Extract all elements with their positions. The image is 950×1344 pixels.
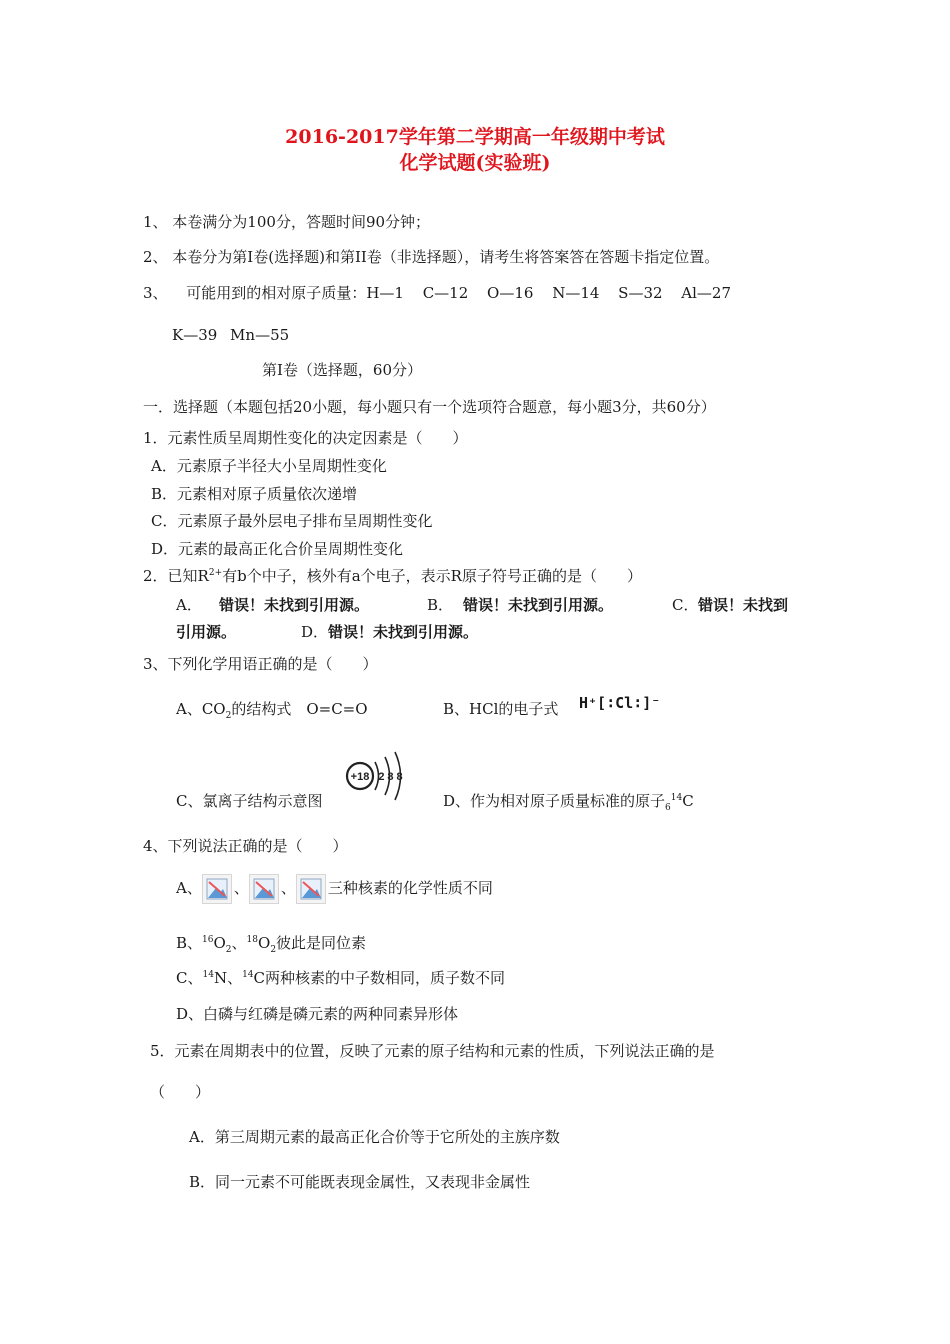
- q4-b-sep: 、: [231, 934, 247, 952]
- q3-option-c: C、氯离子结构示意图: [176, 792, 323, 810]
- note-3-cont: K—39 Mn—55: [172, 326, 290, 344]
- q3-d-post: C: [682, 792, 694, 810]
- q4-a-label: A、: [176, 879, 202, 897]
- q4-b-label: B、: [176, 934, 203, 952]
- q4-stem: 4、下列说法正确的是（ ）: [143, 837, 348, 855]
- q3-a-pre: A、CO: [176, 700, 226, 718]
- q3-option-d: [443, 792, 694, 814]
- q2-stem-pre: 2．已知R: [143, 567, 209, 585]
- q3-d-sub: 6: [665, 803, 671, 813]
- part-1-heading: 第Ⅰ卷（选择题，60分）: [262, 361, 423, 379]
- q2-option-b-label: B．: [427, 596, 454, 614]
- q4-b-sub1: 2: [225, 945, 232, 955]
- note-3: 3、 可能用到的相对原子质量：H—1 C—12 O—16 N—14 S—32 Al—27: [143, 284, 732, 302]
- q3-option-a: [176, 700, 368, 722]
- q1-option-d: D．元素的最高正化合价呈周期性变化: [151, 540, 404, 558]
- q2-option-d-label: D．: [301, 623, 329, 641]
- q4-c-label: C、: [176, 969, 203, 987]
- q2-option-c-error: 错误！未找到: [698, 596, 789, 614]
- q1-option-b: B．元素相对原子质量依次递增: [151, 485, 358, 503]
- q4-option-b: [176, 934, 366, 956]
- q4-b-o2: O: [258, 934, 271, 952]
- q2-stem: [143, 567, 642, 585]
- q4-b-sub2: 2: [270, 945, 277, 955]
- q3-option-b: B、HCl的电子式: [443, 700, 559, 718]
- q4-c-post: C两种核素的中子数相同，质子数不同: [253, 969, 506, 987]
- q2-charge: 2+: [208, 568, 223, 578]
- exam-title: 2016-2017学年第二学期高一年级期中考试: [285, 126, 665, 148]
- broken-image-icon: [202, 874, 232, 904]
- shell-electrons: 288: [378, 771, 406, 783]
- q4-b-sup2: 18: [246, 935, 258, 945]
- broken-image-icon: [296, 874, 326, 904]
- q2-option-a-error: 错误！未找到引用源。: [219, 596, 370, 614]
- q4-option-a: [176, 871, 493, 905]
- q5-paren: （ ）: [150, 1083, 211, 1101]
- q3-a-post: 的结构式 O=C=O: [231, 700, 368, 718]
- q4-option-c: [176, 969, 505, 987]
- q5-option-a: A．第三周期元素的最高正化合价等于它所处的主族序数: [189, 1128, 560, 1146]
- q4-option-d: D、白磷与红磷是磷元素的两种同素异形体: [176, 1005, 459, 1023]
- q4-c-sup2: 14: [242, 970, 254, 980]
- q4-a-sep2: 、: [280, 879, 296, 897]
- q4-a-post: 三种核素的化学性质不同: [327, 879, 493, 897]
- q2-option-b-error: 错误！未找到引用源。: [463, 596, 614, 614]
- hcl-electron-formula: H⁺[∶Cl∶]⁻: [579, 694, 661, 712]
- q1-option-c: C．元素原子最外层电子排布呈周期性变化: [151, 512, 433, 530]
- q2-option-c-error-cont: 引用源。: [176, 623, 237, 641]
- q3-d-sup: 14: [670, 793, 683, 803]
- q4-a-sep1: 、: [233, 879, 249, 897]
- exam-subtitle: 化学试题(实验班): [399, 152, 551, 174]
- q2-option-a-label: A．: [176, 596, 202, 614]
- q4-b-sup1: 16: [202, 935, 214, 945]
- q5-stem: 5．元素在周期表中的位置，反映了元素的原子结构和元素的性质，下列说法正确的是: [150, 1042, 715, 1060]
- q4-b-o1: O: [213, 934, 226, 952]
- broken-image-icon: [249, 874, 279, 904]
- q4-b-post: 彼此是同位素: [276, 934, 367, 952]
- q2-option-c-label: C．: [672, 596, 699, 614]
- q4-c-sup1: 14: [202, 970, 214, 980]
- q1-stem: 1．元素性质呈周期性变化的决定因素是（ ）: [143, 429, 468, 447]
- section-intro: 一．选择题（本题包括20小题，每小题只有一个选项符合题意，每小题3分，共60分）: [143, 398, 716, 416]
- chloride-ion-diagram: [340, 748, 412, 806]
- q3-stem: 3、下列化学用语正确的是（ ）: [143, 655, 378, 673]
- note-2: 2、 本卷分为第Ⅰ卷(选择题)和第II卷（非选择题），请考生将答案答在答题卡指定位置。: [143, 248, 720, 266]
- q2-option-d-error: 错误！未找到引用源。: [328, 623, 479, 641]
- q3-d-pre: D、作为相对原子质量标准的原子: [443, 792, 666, 810]
- note-1: 1、 本卷满分为100分，答题时间90分钟；: [143, 213, 431, 231]
- q3-a-sub: 2: [225, 711, 232, 721]
- q1-option-a: A．元素原子半径大小呈周期性变化: [151, 457, 387, 475]
- q4-c-n: N、: [213, 969, 243, 987]
- q2-stem-post: 有b个中子，核外有a个电子，表示R原子符号正确的是（ ）: [222, 567, 642, 585]
- nucleus-charge: +18: [350, 771, 370, 783]
- q5-option-b: B．同一元素不可能既表现金属性，又表现非金属性: [189, 1173, 531, 1191]
